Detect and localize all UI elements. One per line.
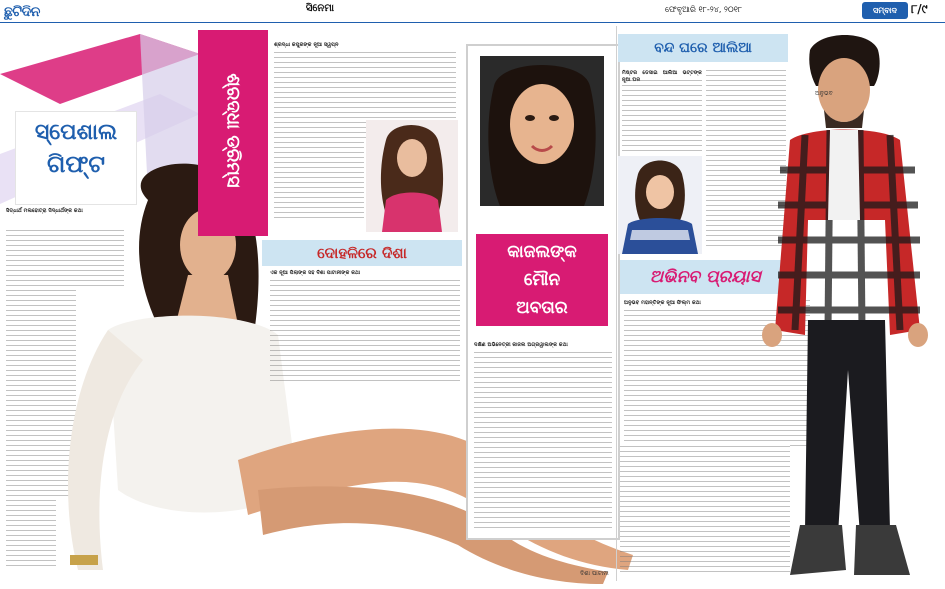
kajal-title-box xyxy=(476,234,608,326)
shraddha-title-box xyxy=(198,30,268,236)
abhinav-title: ଅଭିନବ ପ୍ରୟାସ xyxy=(649,267,761,287)
alia-title: ବନ୍ଦ ଘରେ ଆଲିଆ xyxy=(654,40,752,56)
paper-logo xyxy=(862,2,908,19)
page-number: ୮/୯ xyxy=(911,2,928,16)
section-logo xyxy=(4,1,82,20)
shraddha-photo xyxy=(366,120,458,232)
kajal-lead-text: ଦକ୍ଷିଣ ଅଭିନେତ୍ରୀ କାଜଲ ଅଗ୍ରୱାଲଙ୍କ କଥା xyxy=(474,342,568,348)
kajal-text-lines xyxy=(474,352,612,530)
alia-lead-text: ମିଷ୍ଟର ଡେସାଇ ଆଲିଆ ଭଟ୍ଟଙ୍କ ନୂଆ ଘର xyxy=(622,70,702,83)
header-bar xyxy=(0,0,945,23)
kajal-photo xyxy=(480,56,604,206)
shraddha-text-lines-2 xyxy=(274,142,364,222)
column-divider xyxy=(616,26,617,581)
disha-title: ଦୋହଳିରେ ଦିଶା xyxy=(317,244,407,262)
disha-photo-credit: ଦିଶା ପାଟାନୀ xyxy=(580,570,609,577)
anubhav-photo-credit: ଅନୁଭବ xyxy=(815,90,833,97)
gift-title-line2: ଗିଫ୍ଟ xyxy=(46,150,106,178)
disha-body-text xyxy=(270,270,460,278)
shraddha-story xyxy=(198,26,460,236)
alia-body-text xyxy=(622,70,702,83)
kajal-body-text xyxy=(474,342,612,350)
disha-lead-text: ଏକ ନୂଆ ପିଲାଙ୍କ ସହ ଦିଶା ପାଟାନୀଙ୍କ କଥା xyxy=(270,270,361,276)
shraddha-body-text xyxy=(274,42,456,50)
disha-title-band xyxy=(262,240,462,266)
anubhav-photo xyxy=(750,30,945,586)
abhinav-lead-text: ଅନୁଭବ ମହାନ୍ତିଙ୍କ ନୂଆ ଫିଲ୍ମ କଥା xyxy=(624,300,701,306)
alia-photo xyxy=(618,156,702,254)
gift-lead-text: ସିଡ୍ଧାର୍ଥ ମଲହୋତ୍ରା ସିଦ୍ଧାର୍ଥଙ୍କ କଥା xyxy=(6,208,83,214)
alia-text-lines xyxy=(622,80,702,152)
header-date: ଫେବୃଆରି ୧୮-୨୪, ୨୦୧୮ xyxy=(665,5,743,14)
disha-story xyxy=(262,236,462,386)
shraddha-lead-text: ଶ୍ରଦ୍ଧା କପୁରଙ୍କ ନୂଆ ସ୍ୱପ୍ନ xyxy=(274,42,339,48)
header-title: ସିନେମା xyxy=(305,3,335,14)
section-logo-text: ଛୁଟିଦିନ xyxy=(4,4,40,20)
kajal-title-line2: ମୌନ xyxy=(523,270,561,290)
kajal-story xyxy=(466,44,620,540)
paper-logo-text: ସମ୍ବାଦ xyxy=(873,6,897,15)
shraddha-vertical-title: ଶ୍ରଦ୍ଧା ଡ୍ରିମ୍ସ xyxy=(222,73,244,188)
kajal-title-line1: କାଜଲଙ୍କ xyxy=(507,242,577,262)
disha-text-lines xyxy=(270,280,460,384)
kajal-title-line3: ଅବତାର xyxy=(516,298,568,318)
gift-title-line1: ସ୍ପେଶାଲ xyxy=(34,120,118,145)
